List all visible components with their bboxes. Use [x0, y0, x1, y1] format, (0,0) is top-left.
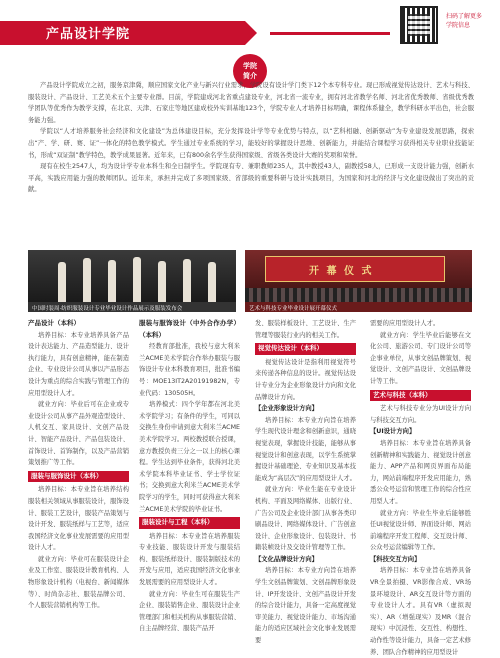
college-intro [28, 80, 474, 196]
section-heading: 服装与服饰设计（中外合作办学）（本科） [139, 319, 240, 339]
sub-heading: 【科技交互方向】 [370, 555, 421, 563]
sub-heading: 【UI设计方向】 [370, 428, 416, 436]
crowd [245, 288, 472, 302]
exhibition-opening-photo [245, 250, 472, 302]
model-figure [108, 260, 116, 302]
intro-paragraph: 产品设计学院成立之初，服务京津冀，顺应国家文化产业与新兴行业需求，学院设有设计学门类下12个本专科专业。现已形成视觉传达设计、艺术与科技、服装设计、产品设计、工艺美术五个主要专业群。目前，学院建成河北省重点建设专业，河北省一流专业，拥有河北省教学名师、河北省优秀教师、省级优秀教学团队等优秀作为教学支撑，在北京、天津、石家庄等地区建成校外实训基地123个，学院专业人才培养目标明确，课程体系健全，教学科研水平出色，社会服务能力强。 [28, 82, 474, 124]
body-text: 培养目标：本专业旨在培养结构服装相关领域从事服装设计，服饰设计、服装工艺设计，服装产品策划与设计开发、服装纸样与工艺等，适应我国经济文化事业发展需要的应用型设计人才。 [28, 486, 129, 552]
body-text: 培养目标：本专业旨在培养具备创新精神和实践能力、视觉设计创意能力、APP产品和网页界面布局能力，网站前端程序开发应用能力，熟悉公众号运营和管理工作的综合性应用型人才。 [370, 439, 471, 505]
section-heading: 服装与服饰设计（本科） [28, 471, 129, 483]
qr-label: 扫码了解更多学院信息 [446, 13, 483, 29]
model-figure [133, 257, 141, 302]
body-text: 视觉传达设计是指利用视觉符号来传递各种信息的设计。视觉传达设计专业分为企业形象设计方向和文化品牌设计方向。 [255, 358, 356, 401]
body-text: 培养目标：本专业旨在培养具备VR全景拍摄、VR影像合成、VR场景环境设计、AR交互设计等方面的专业设计人才。具有VR（虚拟现实）、AR（增强现实）及MR（混合现实）中沉浸性、交互性、构想性、动作性等设计能力，具备一定艺术修养、团队合作精神的应用型设计 [370, 567, 471, 656]
intro-badge: 学院 简介 [233, 54, 267, 88]
body-text: 就业方向：学生毕业后能够在文化公司、旅游公司、专门设计公司等企事业单位，从事文创品牌策划、视觉设计、文创产品设计、文创品牌设计等工作。 [370, 331, 471, 385]
section-heading: 服装设计与工程（本科） [139, 517, 240, 529]
header-rule [270, 32, 390, 35]
body-text: 培养模式：四个学年都在河北美术学院学习；有条件的学生，可同以交换生身份申请到意大利米兰ACME美术学院学习。两校教授联合授课，意方教授负责三分之一以上的核心课程。学生达到毕业条件，获得河北美术学院本科毕业证书、学士学位证书；交换到意大利米兰ACME美术学院学习的学生，同时可获得意大利米兰ACME美术学院的毕业证书。 [139, 401, 240, 513]
body-text: 培养目标：本专业方向旨在培养学生文创品牌策划、文创品牌形象设计、IP开发设计、文创产品设计开发的综合设计能力，具备一定高度视觉审美能力、视觉设计能力、市场沟通能力的适应区域社会文化事业发展需要 [255, 567, 356, 645]
model-figure [158, 261, 166, 302]
model-figure [58, 262, 66, 302]
section-heading: 产品设计（本科） [28, 319, 80, 327]
column-4 [370, 318, 471, 658]
body-text: 需要的应用型设计人才。 [370, 320, 440, 327]
fashion-show-photo [28, 250, 236, 302]
qr-code-icon[interactable] [400, 6, 438, 44]
body-text: 就业方向：毕业生可在服装生产企业、服装销售企业、服装设计企业管理部门和相关机构从事服装营销、自主品牌经营、服装产品开 [139, 590, 240, 633]
body-text: 就业方向：毕业生毕业后能够胜任UI视觉设计师、界面设计师、网站前端程序开发工程师、交互设计师、公众号运营编辑等工作。 [370, 509, 471, 552]
model-figure [208, 262, 216, 302]
column-2 [139, 318, 240, 635]
photo-caption: 中国时装周·纺织服装设计专业毕业设计作品展示及服装发布会 [28, 302, 236, 312]
body-text: 培养目标：本专业方向旨在培养学生现代设计理念和创新意识，通晓视觉表现，掌握设计技能，能够从事视觉设计和创意表现，以学生系统掌握设计基础理论、专业知识及基本技能成为“高层次”的应用型设计人才。 [255, 416, 356, 482]
intro-paragraph: 学院以“人才培养服务社会经济和文化建设”为总体建设目标，充分发挥设计学等专业优势与特点，以“艺科相融、创新驱动”为专业建设发展思路，探索出“产、学、研、赛、证”一体化的特色教学模式。学生通过专业系统的学习，能较好的掌握设计思维、创新能力，并能结合课程学习获得相关专业职业技能证书，形成“双证制”教学特色，教学成果显著。近年来，已有800余名学生获得国家级、省级各类设计大赛的奖项和荣誉。 [28, 128, 474, 159]
sub-heading: 【企业形象设计方向】 [255, 405, 318, 413]
body-text: 培养目标：本专业旨在培养服装专业技能、服装设计开发与服装结构、服装纸样设计、服装制版技术的开发与应用，适应我国经济文化事业发展需要的应用型设计人才。 [139, 532, 240, 587]
model-figure [83, 258, 91, 302]
section-heading: 视觉传达设计（本科） [255, 343, 356, 355]
model-figure [183, 259, 191, 302]
column-1 [28, 318, 129, 612]
sub-heading: 【文化品牌设计方向】 [255, 555, 318, 563]
photo-caption: 艺术与科技专业毕业设计展开幕仪式 [245, 302, 472, 312]
body-text: 经教育部批准，我校与意大利米兰ACME美术学院合作举办服装与服饰设计专业本科教育项目，批准书编号：MOE13IT2A20191982N，专业代码：130505H。 [139, 343, 240, 397]
body-text: 就业方向：毕业可在服装设计企业及工作室、服装设计教育机构、人物形象设计机构（电视台、新闻媒体等）、时尚杂志社、服装品牌公司、个人服装营销机构等工作。 [28, 555, 129, 610]
body-text: 就业方向：毕业后可在企业或专业设计公司从事产品外观造型设计、人机交互、家具设计、文创产品设计、智能产品设计、产品包装设计、首饰设计、首饰制作，以及产品营销策划推广等工作。 [28, 401, 129, 467]
body-text: 发、服装样板设计、工艺设计、生产管理等服装行业内的相关工作。 [255, 320, 356, 339]
body-text: 就业方向：毕业生能在专业设计机构、平面及网络媒体、出版行业、广告公司及企业设计部门从事各类印刷品设计、网络媒体设计、广告创意设计、企业形象设计、包装设计、书籍装帧设计及交设计管理等工作。 [255, 486, 356, 552]
section-heading: 艺术与科技（本科） [370, 390, 471, 402]
body-text: 艺术与科技专业分为UI设计方向与科技交互方向。 [370, 405, 471, 424]
page-title: 产品设计学院 [46, 27, 131, 42]
column-3 [255, 318, 356, 647]
stage-screen-text: 开 幕 仪 式 [309, 266, 374, 277]
body-text: 培养目标：本专业培养具备产品设计表达能力、产品造型能力、设计执行能力，具有创意精神，能在制造企业、专业设计公司从事以产品形态设计为重点的综合实践与管理工作的应用型设计人才。 [28, 331, 129, 397]
intro-paragraph: 现有在校生2547人，均为设计学专业本科生和全日制学生。学院现有专、兼职教师235人，其中教授43人，副教授58人，已形成一支设计能力强，创新水平高，实践应用能力强的教师团队。近年来，承担并完成了多项国家级、省部级的重要科研与设计实践项目，为国家和河北的经济与文化建设做出了突出的贡献。 [28, 163, 474, 194]
